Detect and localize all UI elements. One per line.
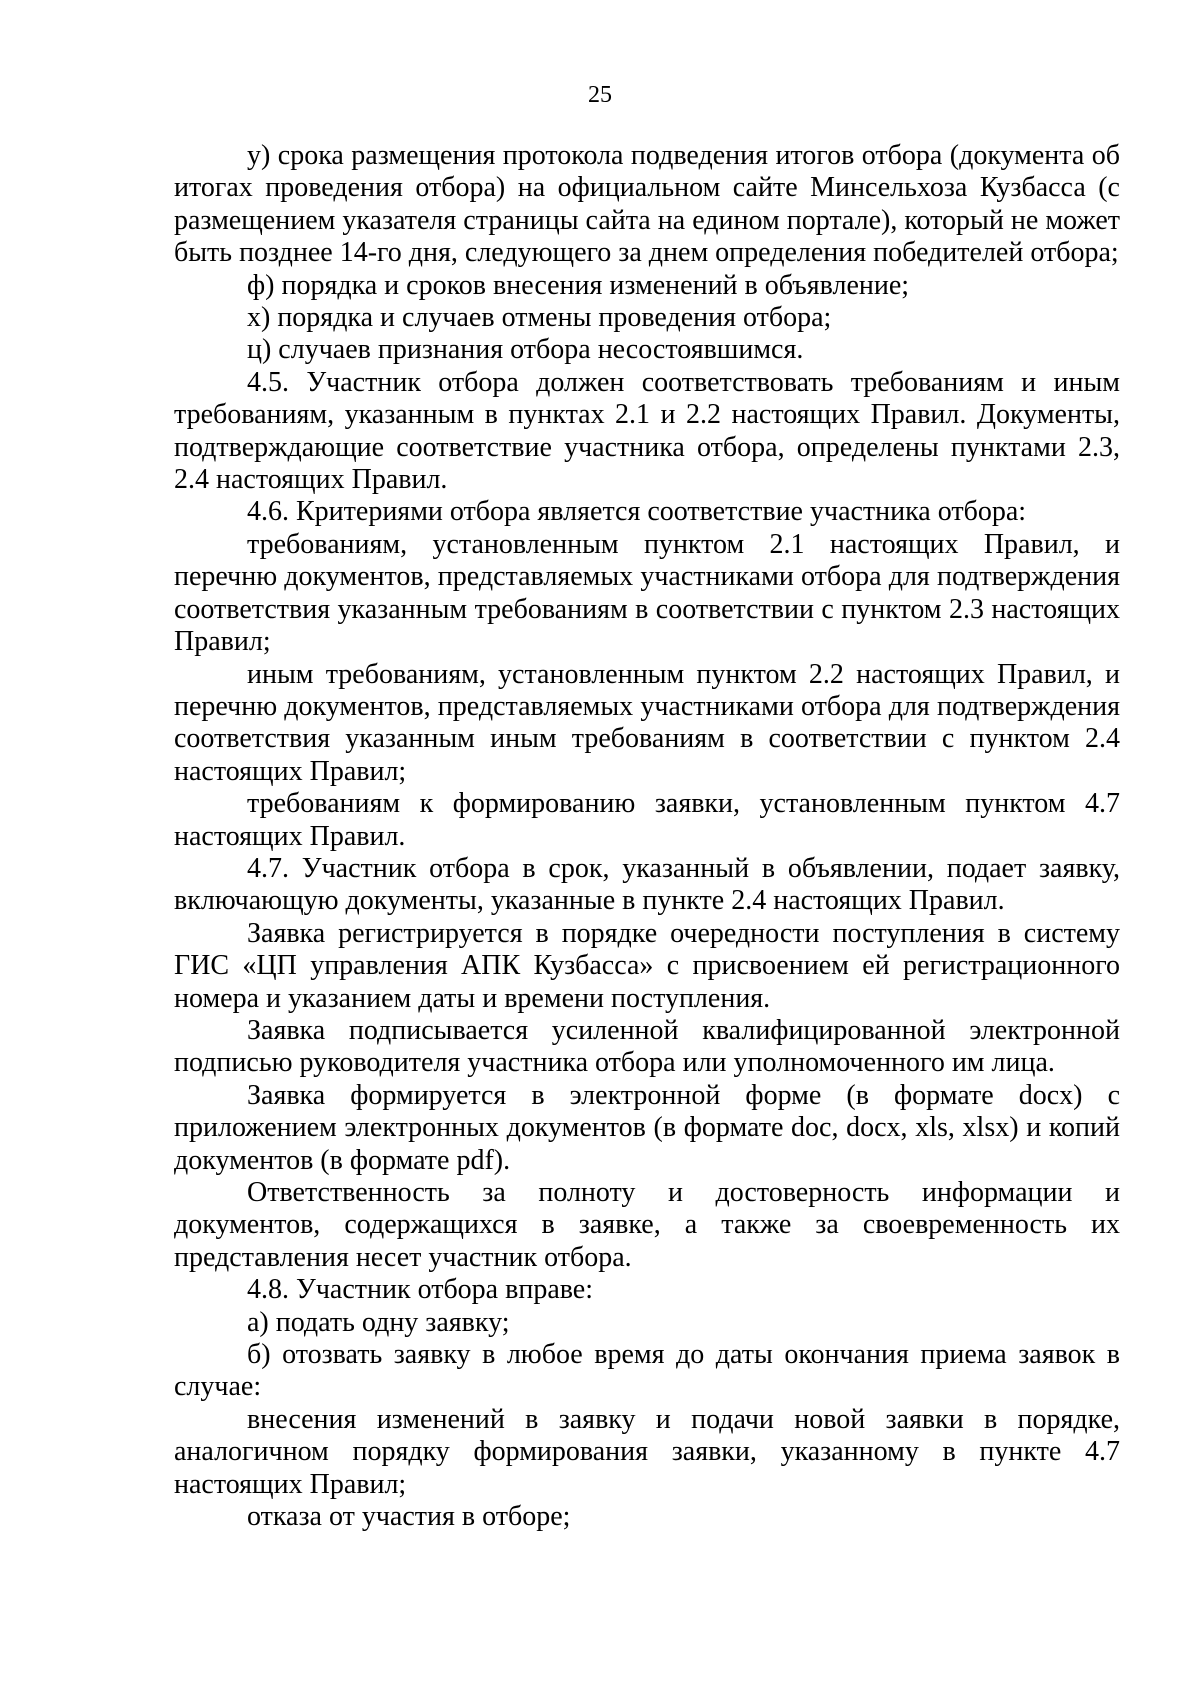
paragraph-4-6-criterion-3: требованиям к формированию заявки, установленным пунктом 4.7 настоящих Правил. <box>174 788 1120 852</box>
paragraph-4-7-signature: Заявка подписывается усиленной квалифицированной электронной подписью руководителя участника отбора или уполномоченного им лица. <box>174 1014 1120 1079</box>
paragraph-item-f: ф) порядка и сроков внесения изменений в объявление; <box>247 269 910 301</box>
paragraph-4-8-case-2: отказа от участия в отборе; <box>247 1501 571 1533</box>
paragraph-4-8-item-a: а) подать одну заявку; <box>247 1306 510 1338</box>
document-body <box>174 140 1120 1533</box>
paragraph-4-8: 4.8. Участник отбора вправе: <box>247 1274 594 1306</box>
page-number: 25 <box>588 82 612 108</box>
paragraph-4-7-registration: Заявка регистрируется в порядке очередности поступления в систему ГИС «ЦП управления АПК Кузбасса» с присвоением ей регистрационного номера и указанием даты и времени поступления. <box>174 917 1120 1014</box>
paragraph-4-5: 4.5. Участник отбора должен соответствовать требованиям и иным требованиям, указанным в пунктах 2.1 и 2.2 настоящих Правил. Документы, подтверждающие соответствие участника отбора, определены пунктами 2.3, 2.4 настоящих Правил. <box>174 366 1120 496</box>
paragraph-item-u: у) срока размещения протокола подведения итогов отбора (документа об итогах проведения отбора) на официальном сайте Минсельхоза Кузбасса (с размещением указателя страницы сайта на едином портале), который не может быть позднее 14-го дня, следующего за днем определения победителей отбора; <box>174 140 1120 269</box>
paragraph-4-6-criterion-2: иным требованиям, установленным пунктом 2.2 настоящих Правил, и перечню документов, представляемых участниками отбора для подтверждения соответствия указанным иным требованиям в соответствии с пунктом 2.4 настоящих Правил; <box>174 658 1120 787</box>
paragraph-4-6-criterion-1: требованиям, установленным пунктом 2.1 настоящих Правил, и перечню документов, представляемых участниками отбора для подтверждения соответствия указанным требованиям в соответствии с пунктом 2.3 настоящих Правил; <box>174 528 1120 658</box>
paragraph-item-ts: ц) случаев признания отбора несостоявшимся. <box>247 334 804 366</box>
paragraph-item-kh: х) порядка и случаев отмены проведения отбора; <box>247 302 832 334</box>
paragraph-4-7-responsibility: Ответственность за полноту и достоверность информации и документов, содержащихся в заявке, а также за своевременность их представления несет участник отбора. <box>174 1177 1120 1273</box>
paragraph-4-8-item-b: б) отозвать заявку в любое время до даты окончания приема заявок в случае: <box>174 1339 1120 1403</box>
paragraph-4-7-format: Заявка формируется в электронной форме (в формате docx) с приложением электронных документов (в формате doc, docx, xls, xlsx) и копий документов (в формате pdf). <box>174 1079 1120 1176</box>
paragraph-4-8-case-1: внесения изменений в заявку и подачи новой заявки в порядке, аналогичном порядку формирования заявки, указанному в пункте 4.7 настоящих Правил; <box>174 1403 1120 1500</box>
paragraph-4-7: 4.7. Участник отбора в срок, указанный в объявлении, подает заявку, включающую документы, указанные в пункте 2.4 настоящих Правил. <box>174 852 1120 917</box>
paragraph-4-6: 4.6. Критериями отбора является соответствие участника отбора: <box>247 496 1027 528</box>
